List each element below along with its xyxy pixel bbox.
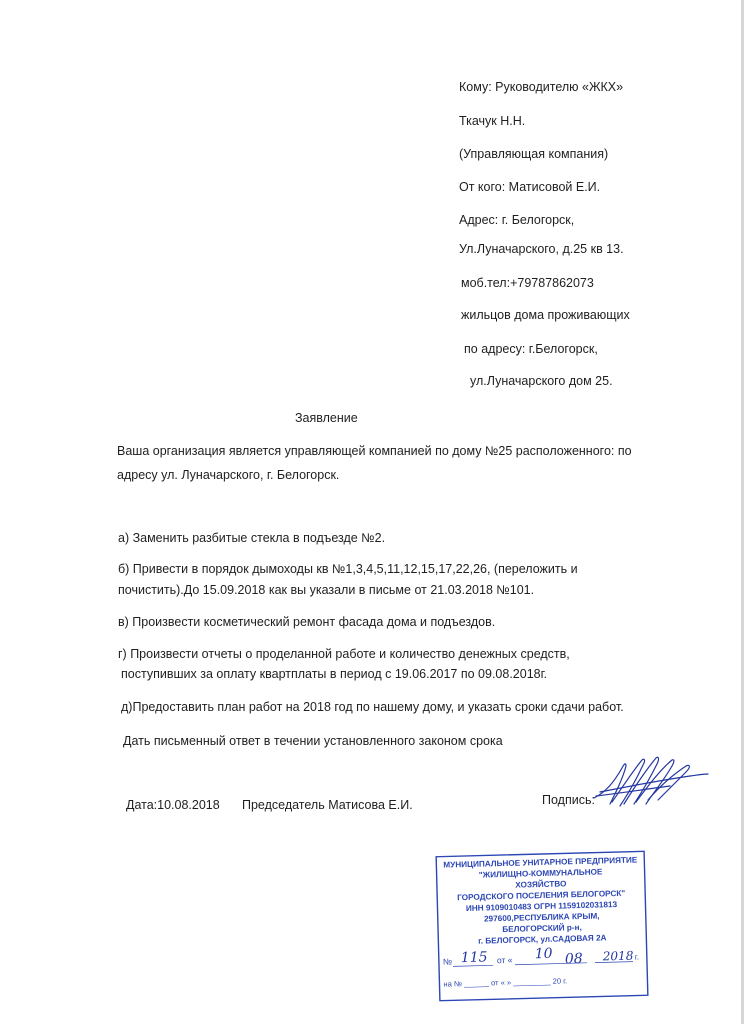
addressee-company: (Управляющая компания) xyxy=(459,147,609,161)
document-date: Дата:10.08.2018 xyxy=(126,798,220,812)
request-item-b-line-2: почистить).До 15.09.2018 как вы указали в письме от 21.03.2018 №101. xyxy=(118,583,535,597)
addressee-name: Ткачук Н.Н. xyxy=(459,114,526,128)
request-item-d-line-2: поступивших за оплату квартплаты в период с 19.06.2017 по 09.08.2018г. xyxy=(121,667,548,681)
chairman-line: Председатель Матисова Е.И. xyxy=(242,798,413,812)
stamp-reg-day: 10 xyxy=(534,945,553,963)
stamp-reg-from-label: от « xyxy=(496,954,513,966)
stamp-line-4: ГОРОДСКОГО ПОСЕЛЕНИЯ БЕЛОГОРСК" xyxy=(457,888,626,903)
stamp-text xyxy=(434,849,650,1002)
stamp-line-3: ХОЗЯЙСТВО xyxy=(515,879,567,890)
residents-street: ул.Луначарского дом 25. xyxy=(470,374,613,388)
registration-stamp xyxy=(434,849,650,1002)
signature-label: Подпись: xyxy=(542,793,595,807)
request-item-a: а) Заменить разбитые стекла в подъезде №2. xyxy=(118,531,386,545)
sender-name: От кого: Матисовой Е.И. xyxy=(459,180,601,194)
residents-address: по адресу: г.Белогорск, xyxy=(464,342,598,356)
addressee-to: Кому: Руководителю «ЖКХ» xyxy=(459,80,624,94)
sender-address: Адрес: г. Белогорск, xyxy=(459,213,575,227)
request-item-e: д)Предоставить план работ на 2018 год по нашему дому, и указать сроки сдачи работ. xyxy=(121,700,624,714)
stamp-bottom-line: на № ______ от « » _________ 20 г. xyxy=(443,976,568,989)
stamp-reg-no: 115 xyxy=(460,949,488,967)
stamp-reg-year-suffix: г. xyxy=(634,952,640,962)
sender-phone: моб.тел:+79787862073 xyxy=(461,276,594,290)
stamp-line-6: 297600,РЕСПУБЛИКА КРЫМ, xyxy=(483,911,600,924)
request-item-b-line-1: б) Привести в порядок дымоходы кв №1,3,4,5,11,12,15,17,22,26, (переложить и xyxy=(118,562,578,576)
stamp-reg-year: 2018 xyxy=(602,948,634,964)
sender-street: Ул.Луначарского, д.25 кв 13. xyxy=(459,242,624,256)
intro-line-1: Ваша организация является управляющей компанией по дому №25 расположенного: по xyxy=(117,444,632,458)
request-item-d-line-1: г) Произвести отчеты о проделанной работе и количество денежных средств, xyxy=(118,647,570,661)
intro-line-2: адресу ул. Луначарского, г. Белогорск. xyxy=(117,468,340,482)
residents-line: жильцов дома проживающих xyxy=(461,308,630,322)
stamp-line-7: БЕЛОГОРСКИЙ р-н, xyxy=(502,922,582,935)
stamp-line-2: "ЖИЛИЩНО-КОММУНАЛЬНОЕ xyxy=(478,867,603,880)
handwritten-signature xyxy=(590,752,710,812)
request-item-c: в) Произвести косметический ремонт фасада дома и подъездов. xyxy=(118,615,496,629)
stamp-line-5: ИНН 9109010483 ОГРН 1159102031813 xyxy=(465,900,618,913)
closing-request: Дать письменный ответ в течении установленного законом срока xyxy=(123,734,503,748)
stamp-reg-no-label: № xyxy=(442,956,453,967)
stamp-reg-month: 08 xyxy=(564,950,583,968)
stamp-line-1: МУНИЦИПАЛЬНОЕ УНИТАРНОЕ ПРЕДПРИЯТИЕ xyxy=(443,855,638,870)
stamp-line-8: г. БЕЛОГОРСК, ул.САДОВАЯ 2А xyxy=(478,933,607,946)
document-title: Заявление xyxy=(295,411,358,425)
